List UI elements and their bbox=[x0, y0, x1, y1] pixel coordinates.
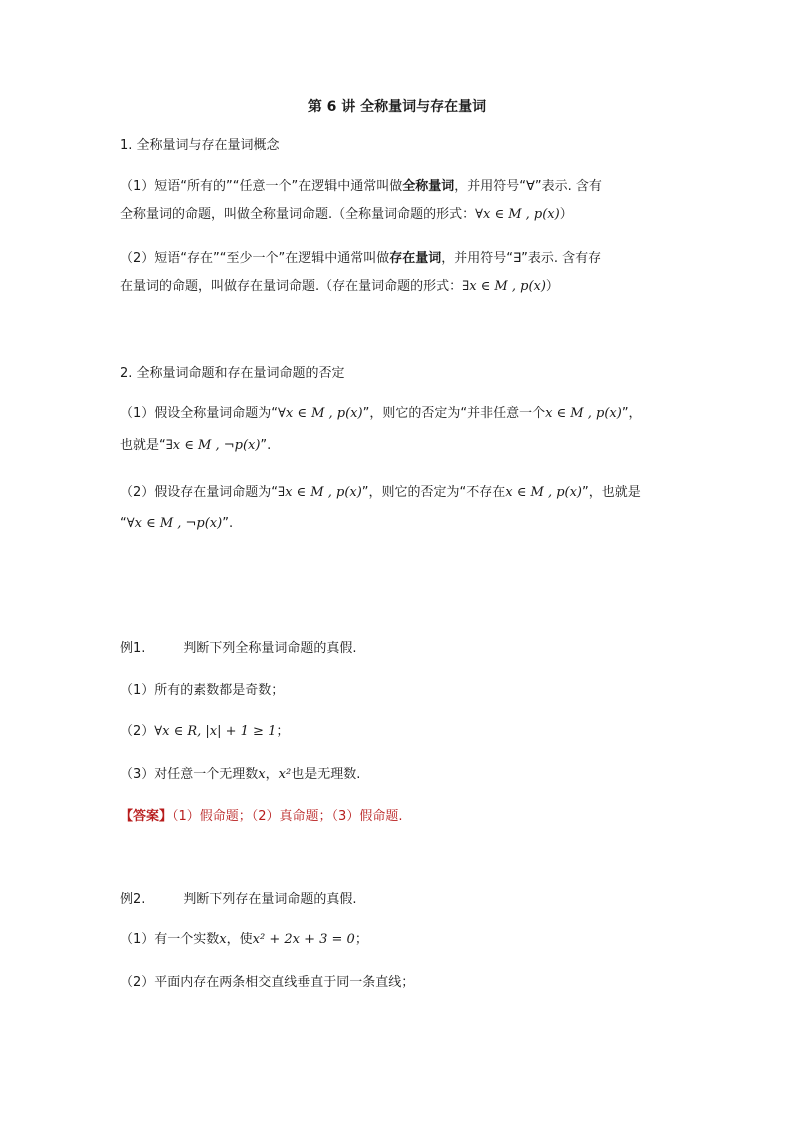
formula: x bbox=[258, 767, 266, 782]
section1-heading: 1. 全称量词与存在量词概念 bbox=[120, 138, 280, 153]
bold-term-existential: 存在量词 bbox=[389, 251, 442, 266]
page-title: 第 6 讲 全称量词与存在量词 bbox=[307, 99, 487, 115]
answer-tag: 【答案】 bbox=[120, 809, 173, 824]
example1-answer: 【答案】（1）假命题；（2）真命题；（3）假命题. bbox=[120, 809, 403, 824]
formula: ∃x ∈ M , p(x) bbox=[462, 279, 546, 294]
section2-p1-line2: 也就是“∃x ∈ M , ¬p(x)”. bbox=[120, 438, 272, 453]
formula: ∀x ∈ M , p(x) bbox=[475, 207, 560, 222]
example1-item2: （2）∀x ∈ R, |x| + 1 ≥ 1； bbox=[120, 724, 290, 739]
formula: ∀x ∈ M , p(x) bbox=[278, 406, 363, 421]
example2-item2: （2）平面内存在两条相交直线垂直于同一条直线； bbox=[120, 975, 415, 990]
section1-p1-line1: （1）短语“所有的”“任意一个”在逻辑中通常叫做全称量词，并用符号“∀”表示. 含有 bbox=[120, 179, 602, 194]
formula: ∃x ∈ M , ¬p(x) bbox=[165, 438, 261, 453]
formula: ∀x ∈ R, |x| + 1 ≥ 1 bbox=[154, 724, 277, 739]
example-label: 例2. bbox=[120, 892, 146, 907]
example2-heading: 例2. 判断下列存在量词命题的真假. bbox=[120, 892, 357, 907]
formula: x ∈ M , p(x) bbox=[505, 485, 583, 500]
section2-p2-line2: “∀x ∈ M , ¬p(x)”. bbox=[120, 516, 234, 531]
example-label: 例1. bbox=[120, 641, 146, 656]
section1-p1-line2: 全称量词的命题，叫做全称量词命题.（全称量词命题的形式：∀x ∈ M , p(x)） bbox=[120, 207, 573, 222]
section2-p2-line1: （2）假设存在量词命题为“∃x ∈ M , p(x)”，则它的否定为“不存在x ∈ M , p(x)”，也就是 bbox=[120, 485, 641, 500]
example1-item3: （3）对任意一个无理数x，x²也是无理数. bbox=[120, 767, 361, 782]
formula: x ∈ M , p(x) bbox=[545, 406, 622, 421]
section1-p2-line1: （2）短语“存在”“至少一个”在逻辑中通常叫做存在量词，并用符号“∃”表示. 含有存 bbox=[120, 251, 602, 266]
bold-term-universal: 全称量词 bbox=[402, 179, 455, 194]
formula: x² bbox=[278, 767, 292, 782]
example1-heading: 例1. 判断下列全称量词命题的真假. bbox=[120, 641, 357, 656]
formula: ∃x ∈ M , p(x) bbox=[278, 485, 362, 500]
formula: x bbox=[219, 932, 227, 947]
example1-item1: （1）所有的素数都是奇数； bbox=[120, 683, 285, 698]
section1-p2-line2: 在量词的命题，叫做存在量词命题.（存在量词命题的形式：∃x ∈ M , p(x)） bbox=[120, 279, 559, 294]
section2-p1-line1: （1）假设全称量词命题为“∀x ∈ M , p(x)”，则它的否定为“并非任意一个x ∈ M , p(x)”， bbox=[120, 406, 642, 421]
section2-heading: 2. 全称量词命题和存在量词命题的否定 bbox=[120, 366, 345, 381]
example2-item1: （1）有一个实数x，使x² + 2x + 3 = 0； bbox=[120, 932, 368, 947]
formula: x² + 2x + 3 = 0 bbox=[252, 932, 355, 947]
formula: ∀x ∈ M , ¬p(x) bbox=[126, 516, 223, 531]
